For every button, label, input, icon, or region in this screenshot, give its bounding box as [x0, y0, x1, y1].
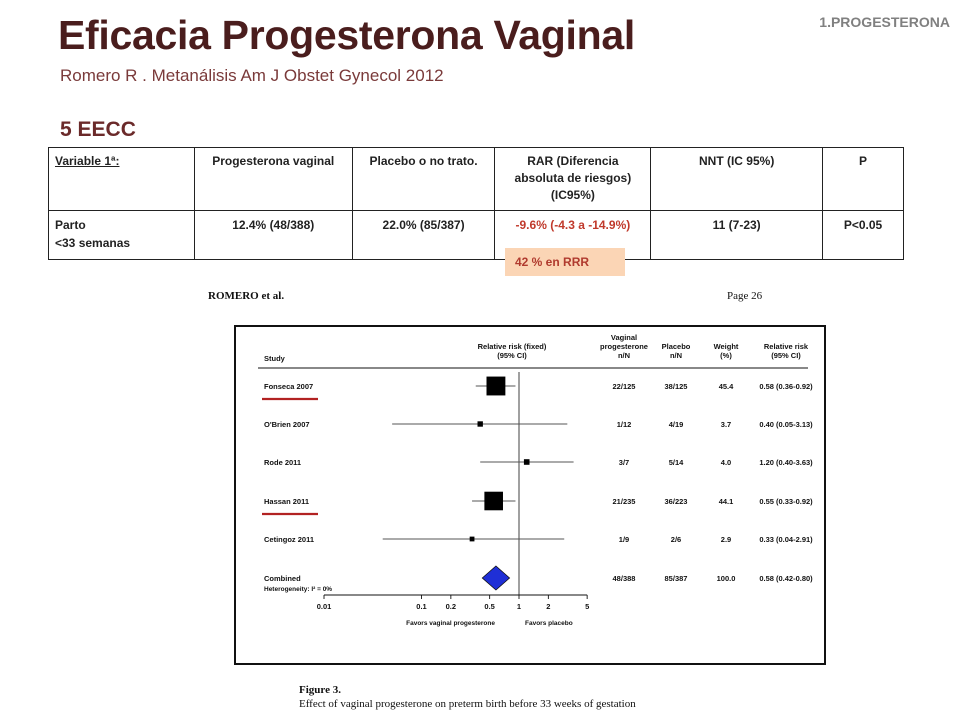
x-tick-label: 1	[516, 602, 522, 611]
cell-nnt: 11 (7-23)	[651, 211, 823, 260]
study-weight: 44.1	[718, 497, 734, 506]
study-ci: 0.55 (0.33-0.92)	[759, 497, 813, 506]
cell-variable	[49, 211, 195, 260]
study-weight: 2.9	[720, 535, 732, 544]
header-variable: Variable 1ª:	[49, 148, 195, 211]
summary-table	[48, 147, 904, 260]
cell-p: P<0.05	[823, 211, 904, 260]
effect-box	[524, 459, 530, 465]
effect-box	[484, 492, 503, 511]
study-weight: 4.0	[720, 458, 732, 467]
page-title: Eficacia Progesterona Vaginal	[58, 12, 635, 58]
col-placebo-header-line: Placebo	[661, 342, 691, 351]
x-tick-label: 5	[585, 602, 590, 611]
study-name: Hassan 2011	[264, 497, 310, 506]
study-name: O'Brien 2007	[264, 420, 310, 429]
header-nnt: NNT (IC 95%)	[651, 148, 823, 211]
variable-line1: Parto	[55, 218, 86, 232]
effect-box	[487, 377, 506, 396]
paper-header-left: ROMERO et al.	[208, 290, 285, 302]
header-rar: RAR (Diferencia absoluta de riesgos) (IC95%)	[495, 148, 651, 211]
paper-header-right: Page 26	[727, 290, 763, 302]
study-vp: 1/12	[616, 420, 632, 429]
cell-progesterona: 12.4% (48/388)	[194, 211, 352, 260]
combined-diamond	[482, 566, 509, 590]
study-vp: 1/9	[618, 535, 630, 544]
rrr-note: 42 % en RRR	[505, 248, 625, 276]
effect-box	[470, 537, 475, 542]
variable-line2: <33 semanas	[55, 236, 131, 250]
x-tick-label: 0.2	[445, 602, 457, 611]
cell-placebo: 22.0% (85/387)	[352, 211, 495, 260]
combined-vp: 48/388	[612, 574, 636, 583]
study-name: Fonseca 2007	[264, 382, 314, 391]
favors-left-label: Favors vaginal progesterone	[406, 620, 495, 627]
header-progesterona: Progesterona vaginal	[194, 148, 352, 211]
col-vp-header-line: n/N	[617, 351, 631, 360]
figure-caption-text: Effect of vaginal progesterone on preterm birth before 33 weeks of gestation	[299, 698, 636, 710]
study-vp: 3/7	[618, 458, 630, 467]
study-placebo: 36/223	[664, 497, 688, 506]
study-ci: 0.58 (0.36-0.92)	[759, 382, 813, 391]
col-rr-header-line1: Relative risk (fixed)	[477, 342, 547, 351]
x-tick-label: 0.1	[416, 602, 427, 611]
study-placebo: 5/14	[668, 458, 684, 467]
section-tag: 1.PROGESTERONA	[819, 14, 950, 30]
combined-weight: 100.0	[716, 574, 736, 583]
col-ci-header-line: Relative risk	[763, 342, 809, 351]
header-placebo: Placebo o no trato.	[352, 148, 495, 211]
col-rr-header-line2: (95% CI)	[497, 351, 527, 360]
col-vp-header-line: Vaginal	[610, 333, 638, 342]
x-tick-label: 0.01	[316, 602, 332, 611]
page-subtitle: Romero R . Metanálisis Am J Obstet Gynecol 2012	[60, 66, 444, 85]
col-weight-header-line: Weight	[713, 342, 739, 351]
col-ci-header-line: (95% CI)	[771, 351, 801, 360]
eecc-label: 5 EECC	[60, 118, 136, 141]
study-weight: 45.4	[718, 382, 734, 391]
col-study-header: Study	[264, 354, 285, 363]
col-vp-header-line: progesterone	[600, 342, 648, 351]
study-name: Rode 2011	[264, 458, 302, 467]
study-placebo: 4/19	[668, 420, 684, 429]
forest-plot-svg	[236, 327, 824, 663]
x-tick-label: 0.5	[484, 602, 495, 611]
study-vp: 22/125	[612, 382, 636, 391]
col-placebo-header-line: n/N	[669, 351, 683, 360]
study-name: Cetingoz 2011	[264, 535, 315, 544]
combined-name: Combined	[264, 574, 301, 583]
table-header-row	[49, 148, 904, 211]
study-ci: 0.40 (0.05-3.13)	[759, 420, 813, 429]
favors-right-label: Favors placebo	[525, 620, 573, 627]
col-weight-header-line: (%)	[720, 351, 732, 360]
study-placebo: 2/6	[670, 535, 682, 544]
cell-rar: -9.6% (-4.3 a -14.9%)	[495, 211, 651, 260]
study-weight: 3.7	[720, 420, 732, 429]
study-placebo: 38/125	[664, 382, 688, 391]
header-p: P	[823, 148, 904, 211]
effect-box	[478, 421, 483, 426]
heterogeneity-label: Heterogeneity: I² = 0%	[264, 586, 333, 593]
table-row	[49, 211, 904, 260]
study-ci: 0.33 (0.04-2.91)	[759, 535, 813, 544]
study-vp: 21/235	[612, 497, 636, 506]
forest-plot-figure	[234, 325, 826, 665]
x-tick-label: 2	[546, 602, 551, 611]
combined-placebo: 85/387	[664, 574, 688, 583]
study-ci: 1.20 (0.40-3.63)	[759, 458, 813, 467]
figure-caption-title: Figure 3.	[299, 684, 341, 696]
combined-ci: 0.58 (0.42-0.80)	[759, 574, 813, 583]
